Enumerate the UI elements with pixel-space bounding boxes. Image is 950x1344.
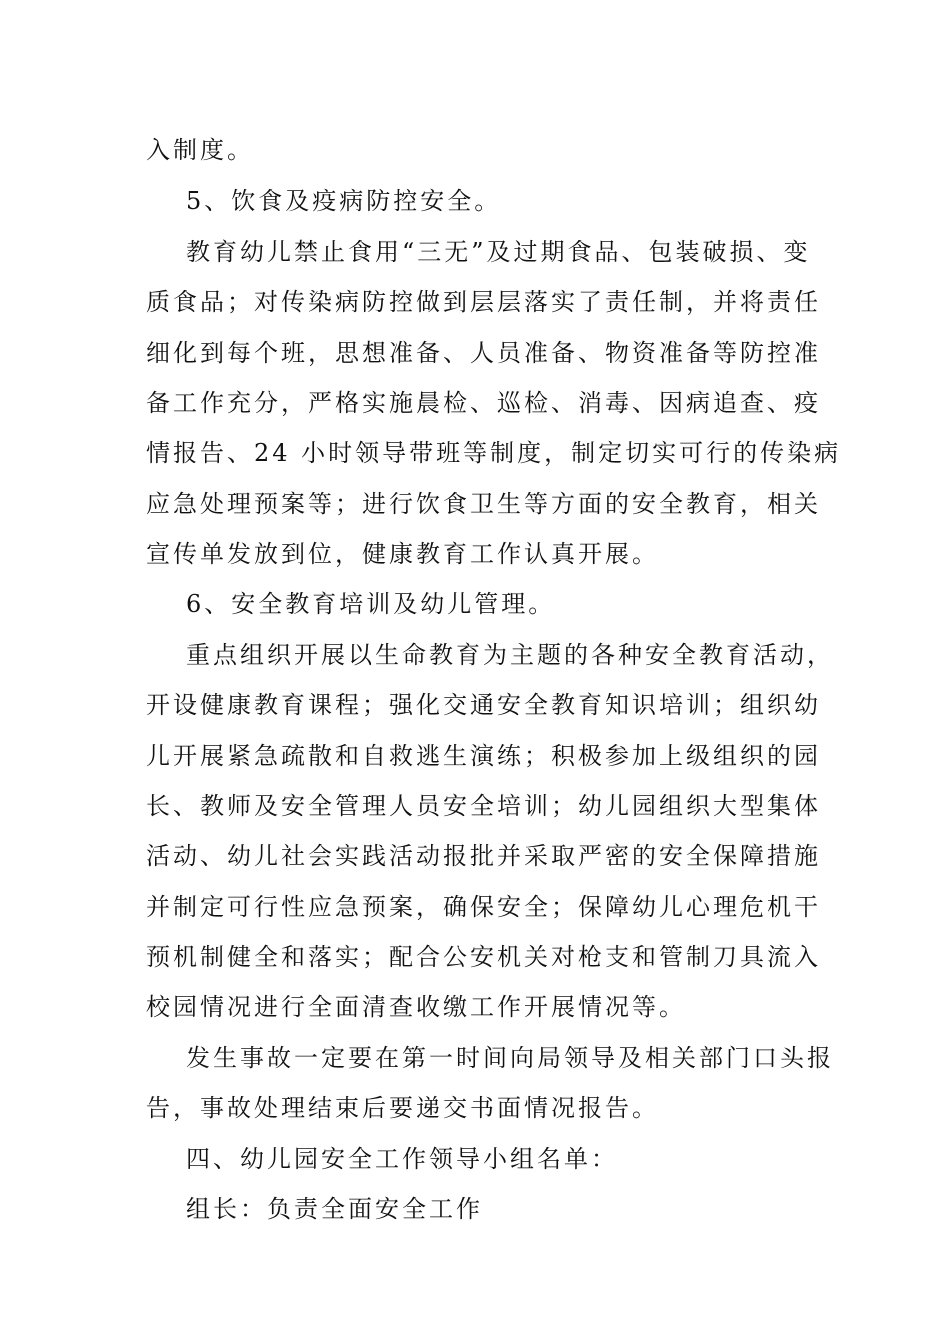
paragraph-line: 细化到每个班，思想准备、人员准备、物资准备等防控准: [146, 339, 821, 367]
paragraph-line: 开设健康教育课程；强化交通安全教育知识培训；组织幼: [146, 691, 821, 719]
paragraph-line: 发生事故一定要在第一时间向局领导及相关部门口头报: [186, 1044, 834, 1072]
section-heading-5: 5、饮食及疫病防控安全。: [186, 187, 502, 215]
paragraph-line: 告，事故处理结束后要递交书面情况报告。: [146, 1094, 659, 1122]
paragraph-line: 备工作充分，严格实施晨检、巡检、消毒、因病追查、疫: [146, 389, 821, 417]
section-heading-6: 6、安全教育培训及幼儿管理。: [186, 590, 556, 618]
text-line-continuation: 入制度。: [146, 136, 254, 164]
paragraph-line: 宣传单发放到位，健康教育工作认真开展。: [146, 540, 659, 568]
paragraph-line: 并制定可行性应急预案，确保安全；保障幼儿心理危机干: [146, 893, 821, 921]
paragraph-line: 重点组织开展以生命教育为主题的各种安全教育活动，: [186, 641, 834, 669]
paragraph-line: 校园情况进行全面清查收缴工作开展情况等。: [146, 993, 686, 1021]
paragraph-line: 应急处理预案等；进行饮食卫生等方面的安全教育，相关: [146, 490, 821, 518]
paragraph-line: 组长：负责全面安全工作: [186, 1195, 483, 1223]
paragraph-line: 质食品；对传染病防控做到层层落实了责任制，并将责任: [146, 288, 821, 316]
paragraph-line: 预机制健全和落实；配合公安机关对枪支和管制刀具流入: [146, 943, 821, 971]
paragraph-line: 儿开展紧急疏散和自救逃生演练；积极参加上级组织的园: [146, 742, 821, 770]
paragraph-line: 情报告、24 小时领导带班等制度，制定切实可行的传染病: [146, 439, 842, 467]
paragraph-line: 长、教师及安全管理人员安全培训；幼儿园组织大型集体: [146, 792, 821, 820]
paragraph-line: 教育幼儿禁止食用“三无”及过期食品、包装破损、变: [186, 238, 811, 266]
paragraph-line: 活动、幼儿社会实践活动报批并采取严密的安全保障措施: [146, 842, 821, 870]
section-heading-4: 四、幼儿园安全工作领导小组名单：: [186, 1145, 618, 1173]
